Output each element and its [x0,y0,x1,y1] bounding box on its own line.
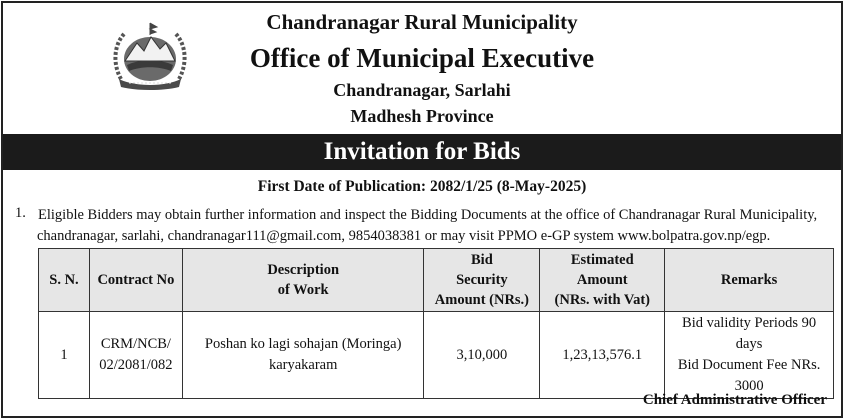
office-location: Chandranagar, Sarlahi [333,80,511,100]
notice-title: Invitation for Bids [3,134,841,170]
cell-description [182,312,424,399]
header-bid-line-1: Bid [471,252,493,268]
bid-table [38,248,834,399]
header-remarks: Remarks [665,249,834,312]
cell-description-line-1: Poshan ko lagi sohajan (Moringa) [204,336,402,352]
cell-contract-line-2: 02/2081/082 [99,357,173,373]
cell-contract-no [89,312,182,399]
cell-remarks [665,312,834,399]
table-header-row [39,249,834,312]
header-description-line-2: of Work [277,282,329,298]
item-paragraph [38,205,838,247]
municipality-name: Chandranagar Rural Municipality [266,10,578,34]
cell-sn: 1 [39,312,90,399]
item-number: 1. [15,205,26,221]
publication-date: First Date of Publication: 2082/1/25 (8-May-2025) [257,178,587,195]
item-line-2: chandranagar, sarlahi, chandranagar111@gmail.com, 9854038381 or may visit PPMO e-GP system www.bolpatra.gov.np/egp. [37,228,771,244]
province-name: Madhesh Province [350,106,494,126]
table-row [39,312,834,399]
cell-remarks-line-3: Bid Document Fee NRs. [677,357,821,373]
header-sn: S. N. [39,249,90,312]
header-description-line-1: Description [267,262,340,278]
cell-estimated-amount: 1,23,13,576.1 [540,312,665,399]
header-est-line-3: (NRs. with Vat) [554,292,650,308]
header-description [182,249,424,312]
signatory-title: Chief Administrative Officer [642,392,827,408]
header-bid-line-2: Security [456,272,508,288]
item-line-1: Eligible Bidders may obtain further information and inspect the Bidding Documents at the office of Chandranagar Rural Municipality, [38,207,818,223]
cell-remarks-line-2: days [735,336,763,352]
notice-header [3,3,841,134]
header-est-line-1: Estimated [570,252,634,268]
cell-remarks-line-4: 3000 [734,378,764,394]
header-bid-security [424,249,540,312]
bid-notice [1,1,843,418]
cell-description-line-2: karyakaram [268,357,338,373]
header-contract-no: Contract No [89,249,182,312]
cell-remarks-line-1: Bid validity Periods 90 [682,315,817,331]
header-est-line-2: Amount [576,272,628,288]
cell-contract-line-1: CRM/NCB/ [100,336,171,352]
cell-bid-security: 3,10,000 [424,312,540,399]
office-name: Office of Municipal Executive [249,43,595,73]
header-bid-line-3: Amount (NRs.) [434,292,530,308]
header-estimated-amount [540,249,665,312]
